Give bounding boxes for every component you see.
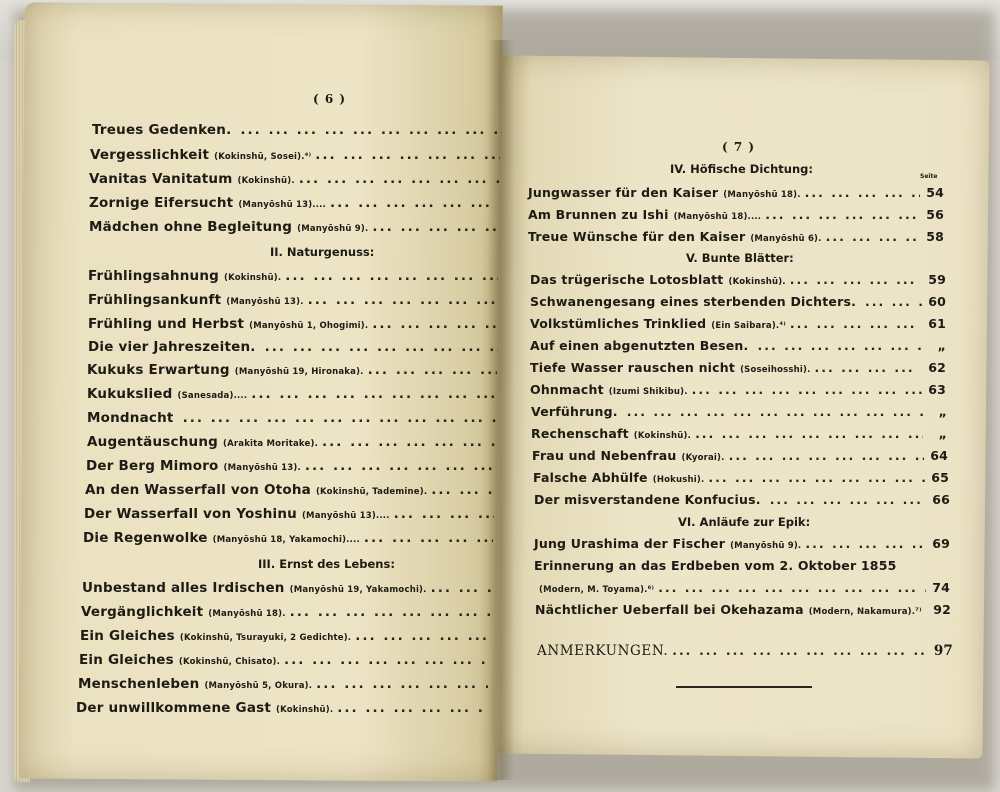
toc-entry: Erinnerung an das Erdbeben vom 2. Oktober 1855 <box>534 558 897 573</box>
toc-entry: (Modern, M. Toyama).⁶⁾ ... . 74 <box>534 580 950 595</box>
toc-entry: Tiefe Wasser rauschen nicht (Soseihosshi). ... . 62 <box>530 360 946 375</box>
toc-entry: Augentäuschung (Arakita Moritake). ... . <box>87 434 497 450</box>
toc-entry-anmerkungen: ANMERKUNGEN. ... . 97 <box>537 643 953 659</box>
toc-entry: Der unwillkommene Gast (Kokinshū). ... . <box>76 700 486 716</box>
toc-entry: Volkstümliches Trinklied (Ein Saibara).⁴⁾ ... . 61 <box>530 316 946 331</box>
toc-entry: Jungwasser für den Kaiser (Manyōshū 18). ... . 54 <box>528 185 944 200</box>
section-heading: IV. Höfische Dichtung: <box>670 162 813 176</box>
page-number-7: ( 7 ) <box>722 140 756 154</box>
toc-entry: Der misverstandene Konfucius. ... . 66 <box>534 492 950 507</box>
toc-entry: Kukukslied (Sanesada).... ... . <box>87 386 497 402</box>
toc-entry: Frühlingsankunft (Manyōshū 13). ... . <box>88 292 498 308</box>
toc-entry: Verführung. ... . „ <box>531 404 947 419</box>
toc-entry: Am Brunnen zu Ishi (Manyōshū 18).... ... . 56 <box>528 207 944 222</box>
toc-entry: Der Berg Mimoro (Manyōshū 13). ... . <box>86 458 496 474</box>
toc-entry: Der Wasserfall von Yoshinu (Manyōshū 13).... ... . <box>84 506 494 522</box>
section-heading: V. Bunte Blätter: <box>686 251 794 265</box>
toc-entry: Nächtlicher Ueberfall bei Okehazama (Modern, Nakamura).⁷⁾ ... . 92 <box>535 602 951 617</box>
toc-entry: Falsche Abhülfe (Hokushi). ... . 65 <box>533 470 949 485</box>
toc-entry: An den Wasserfall von Otoha (Kokinshū, Tademine). ... . <box>85 482 495 498</box>
closing-rule <box>676 686 812 688</box>
toc-entry: Frühlingsahnung (Kokinshū). ... . <box>88 268 498 284</box>
toc-entry: Schwanengesang eines sterbenden Dichters. ... . 60 <box>530 294 946 309</box>
toc-entry: Ein Gleiches (Kokinshū, Tsurayuki, 2 Gedichte). ... . <box>80 628 490 644</box>
toc-entry: Jung Urashima der Fischer (Manyōshū 9). ... . 69 <box>534 536 950 551</box>
toc-entry: Kukuks Erwartung (Manyōshū 19, Hironaka). ... . <box>87 362 497 378</box>
page-number-6: ( 6 ) <box>313 92 347 106</box>
toc-entry: Vergänglichkeit (Manyōshū 18). ... . <box>81 604 491 620</box>
toc-entry: Ohnmacht (Izumi Shikibu). ... . 63 <box>530 382 946 397</box>
toc-entry: Das trügerische Lotosblatt (Kokinshū). ... . 59 <box>530 272 946 287</box>
section-heading: II. Naturgenuss: <box>270 245 375 259</box>
toc-entry: Unbestand alles Irdischen (Manyōshū 19, Yakamochi). ... . <box>82 580 492 596</box>
toc-entry: Mädchen ohne Begleitung (Manyōshū 9). ... . <box>89 219 499 235</box>
toc-entry: Rechenschaft (Kokinshū). ... . „ <box>531 426 947 441</box>
toc-entry: Auf einen abgenutzten Besen. ... . „ <box>530 338 946 353</box>
toc-entry: Ein Gleiches (Kokinshū, Chisato). ... . <box>79 652 489 668</box>
toc-entry: Vergesslichkeit (Kokinshū, Sosei).⁴⁾ ... . <box>90 147 500 163</box>
toc-entry: Die vier Jahreszeiten. ... . <box>88 339 498 355</box>
toc-entry: Mondnacht ... . <box>87 410 497 426</box>
toc-entry: Die Regenwolke (Manyōshū 18, Yakamochi).... ... . <box>83 530 493 546</box>
toc-entry: Menschenleben (Manyōshū 5, Okura). ... . <box>78 676 488 692</box>
toc-entry: Frühling und Herbst (Manyōshū 1, Ohogimi). ... . <box>88 316 498 332</box>
toc-entry: Vanitas Vanitatum (Kokinshū). ... . <box>89 171 499 187</box>
toc-entry: Zornige Eifersucht (Manyōshū 13).... ... . <box>89 195 499 211</box>
section-heading: VI. Anläufe zur Epik: <box>678 515 811 529</box>
seite-label: Seite <box>920 173 938 180</box>
toc-entry: Treues Gedenken. ... . <box>92 122 502 138</box>
section-heading: III. Ernst des Lebens: <box>258 557 395 571</box>
toc-entry: Treue Wünsche für den Kaiser (Manyōshū 6). ... . 58 <box>528 229 944 244</box>
toc-entry: Frau und Nebenfrau (Kyorai). ... . 64 <box>532 448 948 463</box>
